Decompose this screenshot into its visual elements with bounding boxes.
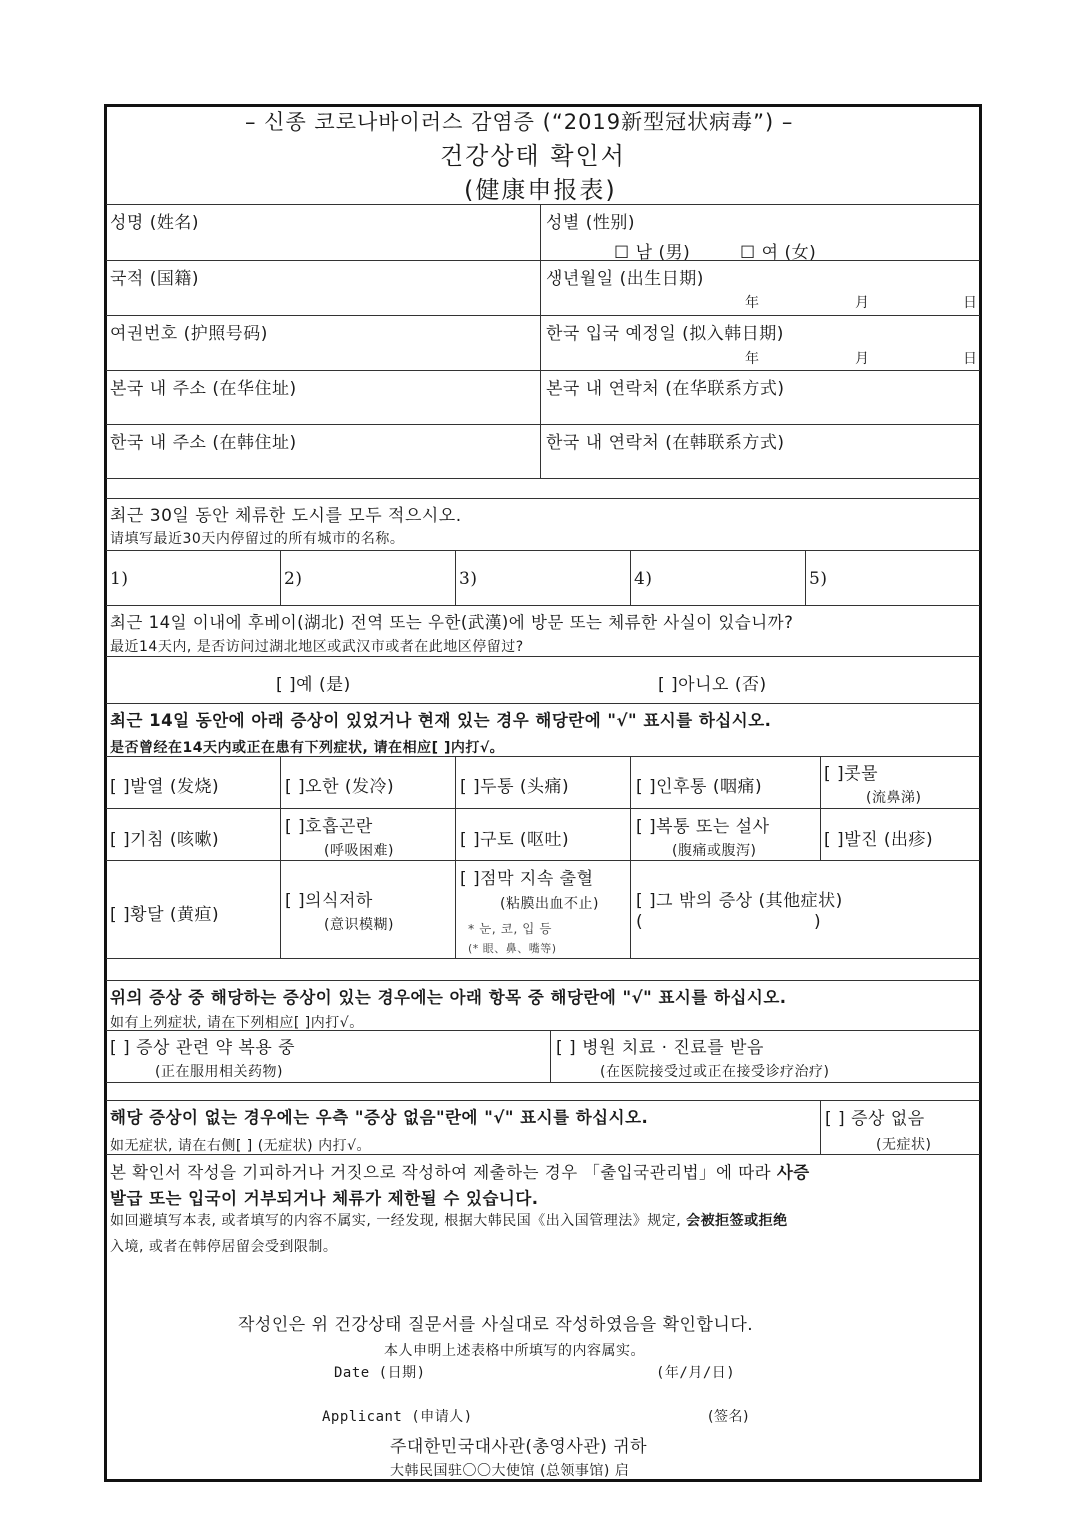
date-label: Date (日期): [334, 1365, 426, 1381]
applicant-label: Applicant (申请人): [322, 1409, 473, 1425]
symptom-bleeding-checkbox[interactable]: [ ]점막 지속 출혈: [460, 869, 594, 889]
warning-korean-line1-text: 본 확인서 작성을 기피하거나 거짓으로 작성하여 제출하는 경우 「출입국관리법」에 따라: [110, 1163, 772, 1182]
cities-prompt-korean: 최근 30일 동안 체류한 도시를 모두 적으시오.: [110, 506, 462, 526]
symptom-sore-throat-checkbox[interactable]: [ ]인후통 (咽痛): [636, 777, 763, 797]
symptoms-prompt-korean: 최근 14일 동안에 아래 증상이 있었거나 현재 있는 경우 해당란에 "√" 표시를 하십시오.: [110, 711, 772, 730]
symptom-dyspnea-checkbox[interactable]: [ ]호흡곤란: [285, 817, 373, 837]
medicine-chinese: (正在服用相关药物): [155, 1064, 283, 1080]
symptom-abdominal-checkbox[interactable]: [ ]복통 또는 설사: [636, 817, 770, 837]
treatment-prompt-korean: 위의 증상 중 해당하는 증상이 있는 경우에는 아래 항목 중 해당란에 "√" 표시를 하십시오.: [110, 988, 787, 1007]
birth-year-label: 年: [745, 295, 760, 311]
form-title-line1: – 신종 코로나바이러스 감염증 (“2019新型冠状病毒”) –: [245, 110, 794, 134]
symptom-dyspnea-chinese: (呼吸困难): [324, 843, 394, 859]
symptoms-prompt-chinese: 是否曾经在14天内或正在患有下列症状, 请在相应[ ]内打√。: [110, 740, 505, 756]
symptom-other-paren-open: (: [636, 912, 644, 932]
no-symptom-checkbox[interactable]: [ ] 증상 없음: [825, 1109, 925, 1129]
city-slot-5[interactable]: 5): [809, 569, 828, 589]
entry-year-label: 年: [745, 351, 760, 367]
symptom-fever-checkbox[interactable]: [ ]발열 (发烧): [110, 777, 220, 797]
cities-prompt-chinese: 请填写最近30天内停留过的所有城市的名称。: [110, 531, 405, 547]
treatment-prompt-chinese: 如有上列症状, 请在下列相应[ ]内打√。: [110, 1015, 364, 1031]
symptom-chills-checkbox[interactable]: [ ]오한 (发冷): [285, 777, 395, 797]
china-contact-label: 본국 내 연락처 (在华联系方式): [546, 379, 785, 399]
symptom-bleeding-note-korean: * 눈, 코, 입 등: [468, 921, 552, 936]
warning-korean-line2: 발급 또는 입국이 거부되거나 체류가 제한될 수 있습니다.: [110, 1189, 539, 1208]
signature-label: (签名): [708, 1409, 749, 1425]
entry-date-label: 한국 입국 예정일 (拟入韩日期): [546, 324, 784, 344]
embassy-chinese: 大韩民国驻〇〇大使馆 (总领事馆) 启: [390, 1463, 630, 1479]
declaration-korean: 작성인은 위 건강상태 질문서를 사실대로 작성하였음을 확인합니다.: [238, 1315, 754, 1335]
symptom-cough-checkbox[interactable]: [ ]기침 (咳嗽): [110, 830, 220, 850]
warning-chinese-line1-bold: 会被拒签或拒绝: [686, 1213, 788, 1229]
city-slot-3[interactable]: 3): [459, 569, 478, 589]
city-slot-2[interactable]: 2): [284, 569, 303, 589]
hubei-question-chinese: 最近14天内, 是否访问过湖北地区或武汉市或者在此地区停留过?: [110, 639, 524, 655]
female-checkbox[interactable]: ☐ 여 (女): [740, 243, 817, 263]
symptom-runny-nose-checkbox[interactable]: [ ]콧물: [824, 764, 879, 784]
gender-field-label: 성별 (性别): [546, 213, 636, 233]
symptom-consciousness-checkbox[interactable]: [ ]의식저하: [285, 891, 373, 911]
symptom-bleeding-note-chinese: (* 眼、鼻、嘴等): [468, 942, 557, 955]
form-title: 건강상태 확인서: [440, 142, 626, 170]
symptom-runny-nose-chinese: (流鼻涕): [866, 790, 922, 806]
symptom-headache-checkbox[interactable]: [ ]두통 (头痛): [460, 777, 570, 797]
korea-address-label: 한국 내 주소 (在韩住址): [110, 433, 297, 453]
china-address-label: 본국 내 주소 (在华住址): [110, 379, 297, 399]
warning-chinese-line1: [110, 1210, 788, 1230]
no-symptom-chinese: (无症状): [876, 1137, 932, 1153]
name-field-label: 성명 (姓名): [110, 213, 200, 233]
symptom-vomit-checkbox[interactable]: [ ]구토 (呕吐): [460, 830, 570, 850]
hubei-question-korean: 최근 14일 이내에 후베이(湖北) 전역 또는 우한(武漢)에 방문 또는 체류한 사실이 있습니까?: [110, 613, 794, 632]
hospital-chinese: (在医院接受过或正在接受诊疗治疗): [600, 1064, 830, 1080]
hubei-yes-checkbox[interactable]: [ ]예 (是): [276, 675, 351, 695]
symptom-bleeding-chinese: (粘膜出血不止): [500, 896, 599, 912]
medicine-checkbox[interactable]: [ ] 증상 관련 약 복용 중: [110, 1038, 296, 1058]
birth-date-label: 생년월일 (出生日期): [546, 269, 704, 289]
warning-korean-line1: [110, 1159, 810, 1183]
form-title-chinese: (健康申报表): [464, 176, 617, 204]
symptom-jaundice-checkbox[interactable]: [ ]황달 (黄疸): [110, 905, 220, 925]
male-checkbox[interactable]: ☐ 남 (男): [614, 243, 691, 263]
city-slot-1[interactable]: 1): [110, 569, 129, 589]
hubei-no-checkbox[interactable]: [ ]아니오 (否): [658, 675, 767, 695]
no-symptom-prompt-chinese: 如无症状, 请在右侧[ ] (无症状) 内打√。: [110, 1138, 372, 1154]
warning-korean-line1-bold: 사증: [776, 1163, 810, 1182]
city-slot-4[interactable]: 4): [634, 569, 653, 589]
symptom-consciousness-chinese: (意识模糊): [324, 917, 394, 933]
symptom-abdominal-chinese: (腹痛或腹泻): [672, 843, 757, 859]
embassy-korean: 주대한민국대사관(총영사관) 귀하: [390, 1437, 648, 1457]
nationality-field-label: 국적 (国籍): [110, 269, 200, 289]
hospital-checkbox[interactable]: [ ] 병원 치료 · 진료를 받음: [556, 1038, 764, 1058]
entry-month-label: 月: [855, 351, 870, 367]
symptom-other-checkbox[interactable]: [ ]그 밖의 증상 (其他症状): [636, 891, 843, 911]
warning-chinese-line1-text: 如回避填写本表, 或者填写的内容不属实, 一经发现, 根据大韩民国《出入国管理法》规定,: [110, 1213, 682, 1229]
passport-number-label: 여권번호 (护照号码): [110, 324, 268, 344]
date-format: (年/月/日): [656, 1365, 736, 1381]
declaration-chinese: 本人申明上述表格中所填写的内容属实。: [384, 1343, 645, 1359]
symptom-rash-checkbox[interactable]: [ ]발진 (出疹): [824, 830, 934, 850]
birth-month-label: 月: [855, 295, 870, 311]
no-symptom-prompt-korean: 해당 증상이 없는 경우에는 우측 "증상 없음"란에 "√" 표시를 하십시오.: [110, 1108, 649, 1127]
korea-contact-label: 한국 내 연락처 (在韩联系方式): [546, 433, 785, 453]
birth-day-label: 日: [963, 295, 978, 311]
entry-day-label: 日: [963, 351, 978, 367]
symptom-other-paren-close: ): [814, 912, 822, 932]
warning-chinese-line2: 入境, 或者在韩停居留会受到限制。: [110, 1239, 338, 1255]
